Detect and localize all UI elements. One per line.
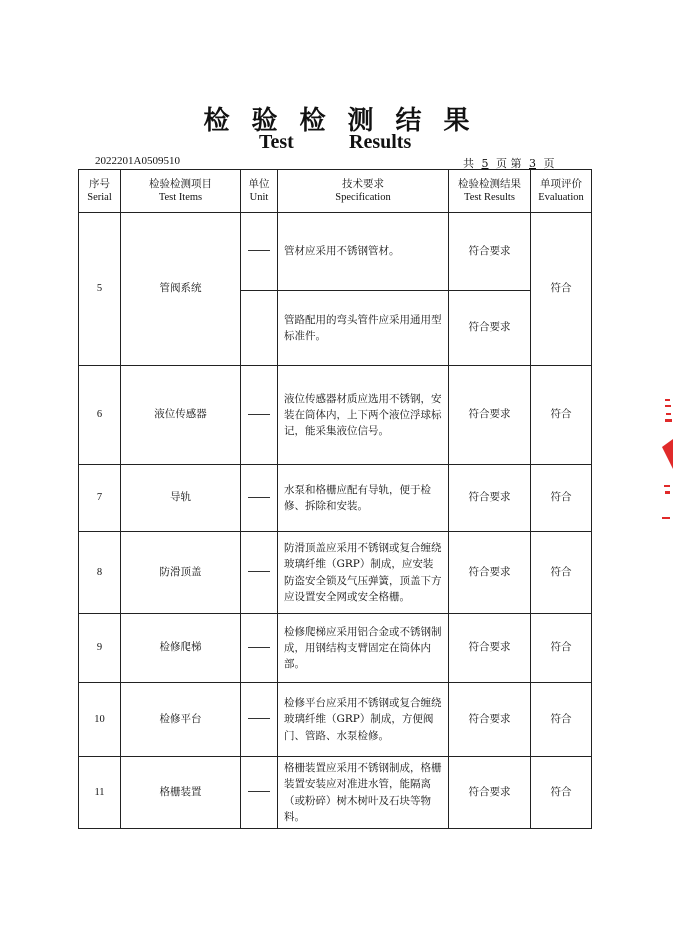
cell-item: 导轨 <box>121 465 241 532</box>
cell-result: 符合要求 <box>449 291 531 366</box>
cell-serial: 8 <box>79 532 121 614</box>
cell-spec: 检修平台应采用不锈钢或复合缠绕玻璃纤维（GRP）制成，方便阀门、管路、水泵检修。 <box>278 683 449 757</box>
header-serial: 序号 Serial <box>79 170 121 213</box>
cell-result: 符合要求 <box>449 213 531 291</box>
cell-unit <box>241 683 278 757</box>
cell-item: 格栅装置 <box>121 757 241 829</box>
cell-item: 检修爬梯 <box>121 614 241 683</box>
title-word-results: Results <box>349 131 412 153</box>
table-row <box>79 366 592 465</box>
cell-spec: 管路配用的弯头管件应采用通用型标准件。 <box>278 291 449 366</box>
cell-evaluation: 符合 <box>531 366 592 465</box>
cell-unit <box>241 291 278 366</box>
cell-result: 符合要求 <box>449 532 531 614</box>
table-row <box>79 614 592 683</box>
cell-item: 液位传感器 <box>121 366 241 465</box>
cell-evaluation: 符合 <box>531 465 592 532</box>
page-suffix: 页 <box>543 157 555 170</box>
cell-item: 检修平台 <box>121 683 241 757</box>
header-test-results: 检验检测结果 Test Results <box>449 170 531 213</box>
cell-spec: 格栅装置应采用不锈钢制成，格栅装置安装应对准进水管，能隔离（或粉碎）树木树叶及石块等物料。 <box>278 757 449 829</box>
cell-unit <box>241 465 278 532</box>
report-number: 2022201A0509510 <box>95 155 180 167</box>
cell-result: 符合要求 <box>449 757 531 829</box>
cell-spec: 管材应采用不锈钢管材。 <box>278 213 449 291</box>
page-current: 3 <box>529 157 536 170</box>
dash-mark <box>248 647 270 648</box>
cell-serial: 11 <box>79 757 121 829</box>
cell-result: 符合要求 <box>449 465 531 532</box>
table-row <box>79 532 592 614</box>
cell-result: 符合要求 <box>449 683 531 757</box>
cell-serial: 10 <box>79 683 121 757</box>
dash-mark <box>248 250 270 251</box>
title-word-test: Test <box>259 131 294 153</box>
cell-unit <box>241 366 278 465</box>
page-prefix: 共 <box>463 157 474 170</box>
cell-unit <box>241 614 278 683</box>
table-row <box>79 683 592 757</box>
page-total: 5 <box>481 157 489 170</box>
cell-unit <box>241 213 278 291</box>
table-header-row <box>79 170 592 213</box>
cell-item: 防滑顶盖 <box>121 532 241 614</box>
page-title-chinese: 检验检测结果 <box>203 106 492 136</box>
cell-spec: 检修爬梯应采用铝合金或不锈钢制成，用钢结构支臂固定在筒体内部。 <box>278 614 449 683</box>
table-row <box>79 465 592 532</box>
cell-item: 管阀系统 <box>121 213 241 366</box>
page-mid: 页 第 <box>496 157 522 170</box>
dash-mark <box>248 497 270 498</box>
edge-stamp-fragment <box>656 385 673 535</box>
cell-unit <box>241 532 278 614</box>
cell-serial: 5 <box>79 213 121 366</box>
cell-spec: 水泵和格栅应配有导轨，便于检修、拆除和安装。 <box>278 465 449 532</box>
dash-mark <box>248 718 270 719</box>
table-row <box>79 757 592 829</box>
cell-unit <box>241 757 278 829</box>
header-test-items: 检验检测项目 Test Items <box>121 170 241 213</box>
cell-result: 符合要求 <box>449 614 531 683</box>
cell-evaluation: 符合 <box>531 614 592 683</box>
cell-evaluation: 符合 <box>531 757 592 829</box>
header-unit: 单位 Unit <box>241 170 278 213</box>
cell-serial: 9 <box>79 614 121 683</box>
cell-result: 符合要求 <box>449 366 531 465</box>
dash-mark <box>248 791 270 792</box>
stamp-marks <box>662 399 673 519</box>
cell-evaluation: 符合 <box>531 532 592 614</box>
cell-evaluation: 符合 <box>531 683 592 757</box>
cell-spec: 液位传感器材质应选用不锈钢，安装在筒体内，上下两个液位浮球标记，能采集液位信号。 <box>278 366 449 465</box>
cell-spec: 防滑顶盖应采用不锈钢或复合缠绕玻璃纤维（GRP）制成，应安装防盗安全锁及气压弹簧，顶盖下方应设置安全网或安全格栅。 <box>278 532 449 614</box>
results-table <box>78 169 592 829</box>
cell-serial: 7 <box>79 465 121 532</box>
header-evaluation: 单项评价 Evaluation <box>531 170 592 213</box>
table-row <box>79 213 592 291</box>
dash-mark <box>248 414 270 415</box>
dash-mark <box>248 571 270 572</box>
header-specification: 技术要求 Specification <box>278 170 449 213</box>
cell-evaluation: 符合 <box>531 213 592 366</box>
cell-serial: 6 <box>79 366 121 465</box>
